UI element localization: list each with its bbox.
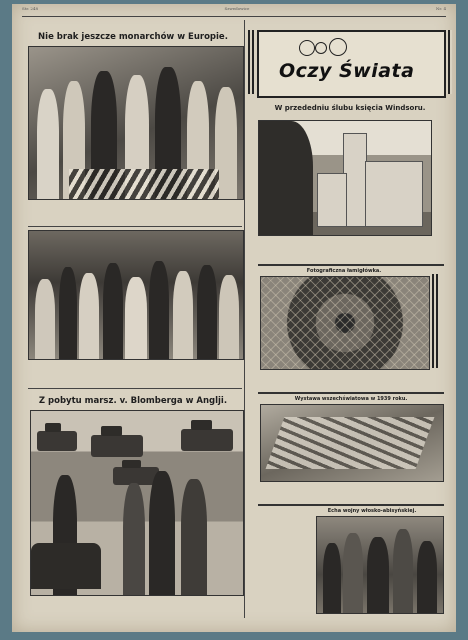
rule-right-1	[258, 264, 444, 266]
caption-world-expo	[260, 482, 442, 502]
caption-photo-puzzle	[260, 370, 428, 390]
caption-echa-wojny	[260, 518, 312, 610]
newspaper-page	[12, 4, 456, 632]
caption-windsor	[260, 238, 428, 260]
masthead-right: Nr. 4	[435, 6, 446, 11]
logo-stripes-left	[248, 30, 256, 94]
logo-title: Oczy Świata	[279, 60, 415, 82]
oczy-swiata-logo	[257, 30, 446, 98]
masthead-rule	[22, 16, 446, 17]
headline-monarchs: Nie brak jeszcze monarchów w Europie.	[38, 32, 228, 42]
logo-stripes-right	[444, 30, 452, 94]
photo-royal-family	[28, 46, 244, 200]
caption-wedding-group	[30, 360, 240, 386]
headline-windsor: W przededniu ślubu księcia Windsoru.	[274, 104, 426, 112]
headline-photo-puzzle: Fotograficzna łamigłówka.	[306, 268, 382, 274]
photo-eiffel-puzzle	[260, 276, 430, 370]
photo-windsor-chateau	[258, 120, 432, 236]
caption-blomberg	[30, 598, 240, 618]
photo-blomberg-tanks	[30, 410, 244, 596]
rule-right-2	[258, 392, 444, 394]
rule-left-2	[28, 388, 242, 389]
masthead-center: Szwedowice	[224, 6, 250, 11]
puzzle-stripes	[432, 274, 440, 368]
masthead-left: Str. 248	[22, 6, 38, 11]
caption-royal-family	[30, 202, 240, 224]
headline-echa-wojny: Echa wojny włosko-abisyńskiej.	[327, 508, 417, 514]
rule-right-3	[258, 504, 444, 506]
headline-world-expo: Wystawa wszechświatowa w 1939 roku.	[294, 396, 408, 402]
headline-blomberg: Z pobytu marsz. v. Blomberga w Anglji.	[38, 396, 228, 406]
rule-left-1	[28, 226, 242, 227]
photo-echa-wojny	[316, 516, 444, 614]
column-divider	[244, 20, 245, 618]
photo-wedding-group	[28, 230, 244, 360]
page-masthead	[22, 6, 446, 16]
photo-world-expo	[260, 404, 444, 482]
